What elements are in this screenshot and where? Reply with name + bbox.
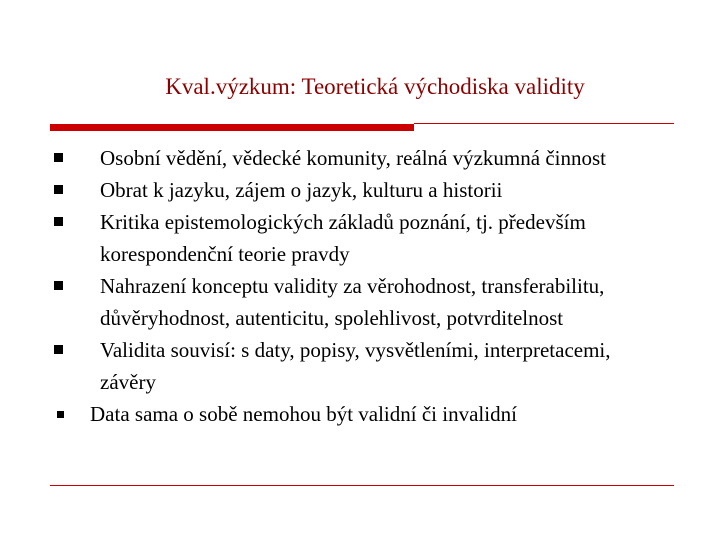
bullet-text: Obrat k jazyku, zájem o jazyk, kulturu a historii [100, 178, 503, 202]
list-item [0, 142, 720, 174]
title-underline-thick [50, 124, 414, 131]
list-item [0, 270, 720, 334]
list-item [0, 174, 720, 206]
slide-title: Kval.výzkum: Teoretická východiska validity [165, 74, 585, 99]
square-bullet-icon [54, 185, 63, 194]
bullet-text: Osobní vědění, vědecké komunity, reálná výzkumná činnost [100, 146, 606, 170]
square-bullet-icon [54, 345, 63, 354]
bullet-text: Validita souvisí: s daty, popisy, vysvětleními, interpretacemi, závěry [100, 338, 611, 394]
bullet-list [0, 142, 720, 430]
bullet-text: Nahrazení konceptu validity za věrohodnost, transferabilitu, důvěryhodnost, autenticitu, spolehlivost, potvrditelnost [100, 274, 605, 330]
bullet-text: Kritika epistemologických základů poznání, tj. především korespondenční teorie pravdy [100, 210, 586, 266]
list-item [0, 206, 720, 270]
list-item [0, 398, 720, 430]
title-underline-thin [414, 123, 674, 124]
bottom-rule [50, 485, 674, 486]
list-item [0, 334, 720, 398]
square-bullet-icon [57, 411, 64, 418]
square-bullet-icon [54, 153, 63, 162]
bullet-text: Data sama o sobě nemohou být validní či invalidní [90, 402, 517, 426]
square-bullet-icon [54, 217, 63, 226]
square-bullet-icon [54, 281, 63, 290]
